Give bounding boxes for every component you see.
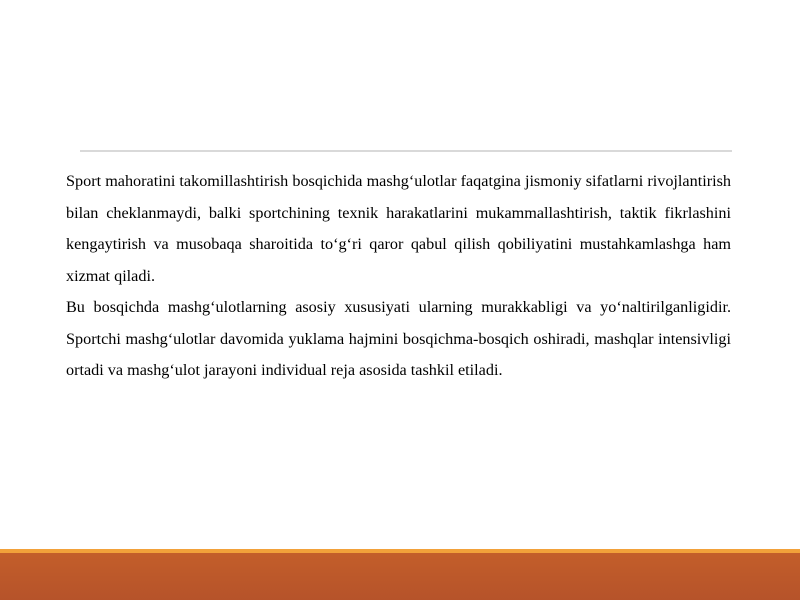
title-divider xyxy=(80,150,732,152)
paragraph-1: Sport mahoratini takomillashtirish bosqichida mashg‘ulotlar faqatgina jismoniy sifatlarni rivojlantirish bilan cheklanmaydi, balki sportchining texnik harakatlarini mukammallashtirish, taktik fikrlashini kengaytirish va musobaqa sharoitida to‘g‘ri qaror qabul qilish qobiliyatini mustahkamlashga ham xizmat qiladi. xyxy=(66,172,731,285)
paragraph-2: Bu bosqichda mashg‘ulotlarning asosiy xususiyati ularning murakkabligi va yo‘naltirilganligidir. Sportchi mashg‘ulotlar davomida yuklama hajmini bosqichma-bosqich oshiradi, mashqlar intensivligi ortadi va mashg‘ulot jarayoni individual reja asosida tashkil etiladi. xyxy=(66,298,731,379)
footer-band xyxy=(0,553,800,600)
body-text xyxy=(66,166,731,387)
